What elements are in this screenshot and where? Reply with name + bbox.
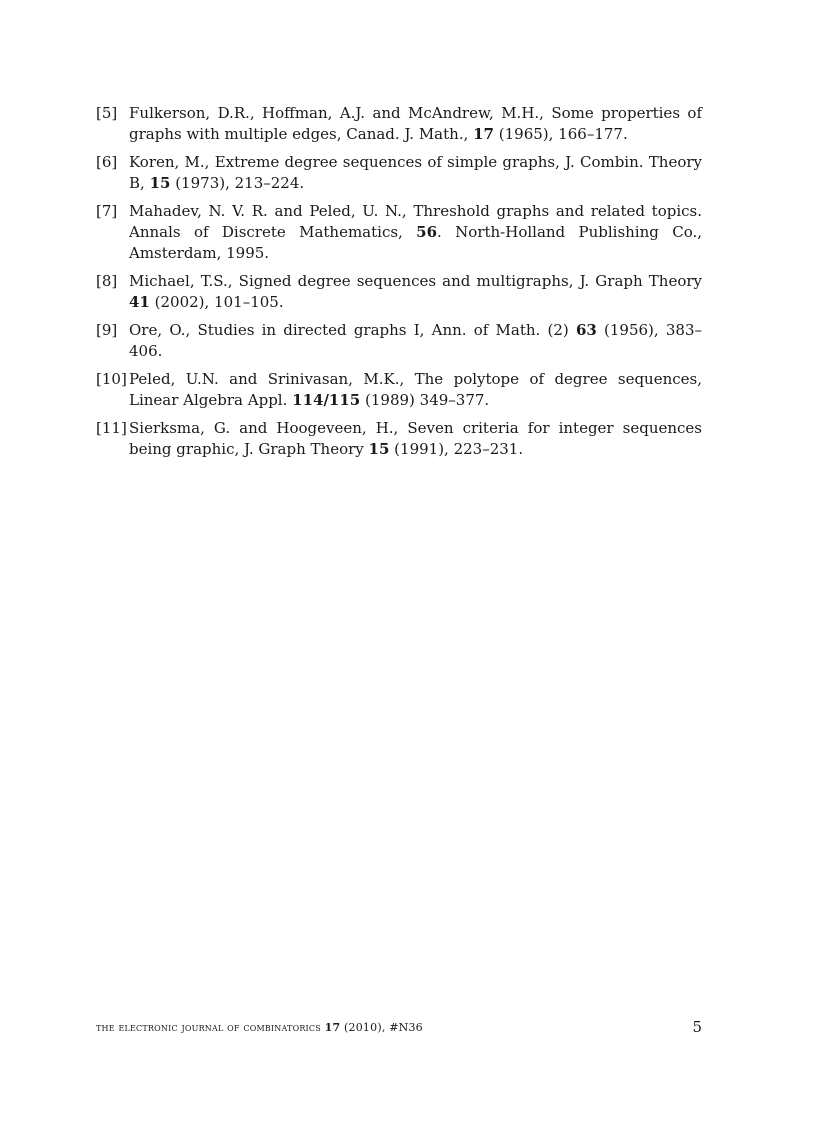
reference-number: [9] — [96, 321, 118, 339]
references-list — [96, 103, 702, 467]
reference-volume: 15 — [149, 174, 171, 192]
page-number: 5 — [692, 1018, 702, 1036]
reference-text: Michael, T.S., Signed degree sequences and multigraphs, J. Graph Theory 41 (2002), 101–105. — [129, 272, 702, 311]
reference-text: Koren, M., Extreme degree sequences of simple graphs, J. Combin. Theory B, 15 (1973), 213–224. — [129, 153, 702, 192]
footer-journal-name: the electronic journal of combinatorics — [96, 1021, 321, 1034]
page-footer — [96, 1018, 702, 1038]
reference-text: Sierksma, G. and Hoogeveen, H., Seven criteria for integer sequences being graphic, J. Graph Theory 15 (1991), 223–231. — [129, 419, 702, 458]
reference-item — [96, 369, 702, 411]
reference-item — [96, 271, 702, 313]
reference-volume: 63 — [575, 321, 597, 339]
reference-text: Peled, U.N. and Srinivasan, M.K., The polytope of degree sequences, Linear Algebra Appl. 114/115 (1989) 349–377. — [129, 370, 702, 409]
reference-item — [96, 320, 702, 362]
reference-item — [96, 201, 702, 264]
footer-year-issue: (2010), #N36 — [340, 1021, 423, 1034]
reference-volume: 56 — [416, 223, 438, 241]
reference-item — [96, 152, 702, 194]
reference-number: [10] — [96, 370, 127, 388]
reference-text: Fulkerson, D.R., Hoffman, A.J. and McAndrew, M.H., Some properties of graphs with multiple edges, Canad. J. Math., 17 (1965), 166–177. — [129, 104, 702, 143]
reference-number: [6] — [96, 153, 118, 171]
reference-volume: 17 — [473, 125, 494, 143]
reference-volume: 114/115 — [292, 391, 361, 409]
footer-volume: 17 — [324, 1021, 341, 1034]
reference-item — [96, 418, 702, 460]
reference-number: [11] — [96, 419, 127, 437]
reference-volume: 15 — [368, 440, 390, 458]
footer-journal-citation — [96, 1021, 423, 1034]
reference-number: [7] — [96, 202, 118, 220]
reference-item — [96, 103, 702, 145]
reference-text: Mahadev, N. V. R. and Peled, U. N., Threshold graphs and related topics. Annals of Discrete Mathematics, 56. North-Holland Publishing Co., Amsterdam, 1995. — [129, 202, 702, 262]
reference-number: [5] — [96, 104, 118, 122]
reference-volume: 41 — [129, 293, 150, 311]
reference-number: [8] — [96, 272, 118, 290]
reference-text: Ore, O., Studies in directed graphs I, Ann. of Math. (2) 63 (1956), 383–406. — [129, 321, 702, 360]
